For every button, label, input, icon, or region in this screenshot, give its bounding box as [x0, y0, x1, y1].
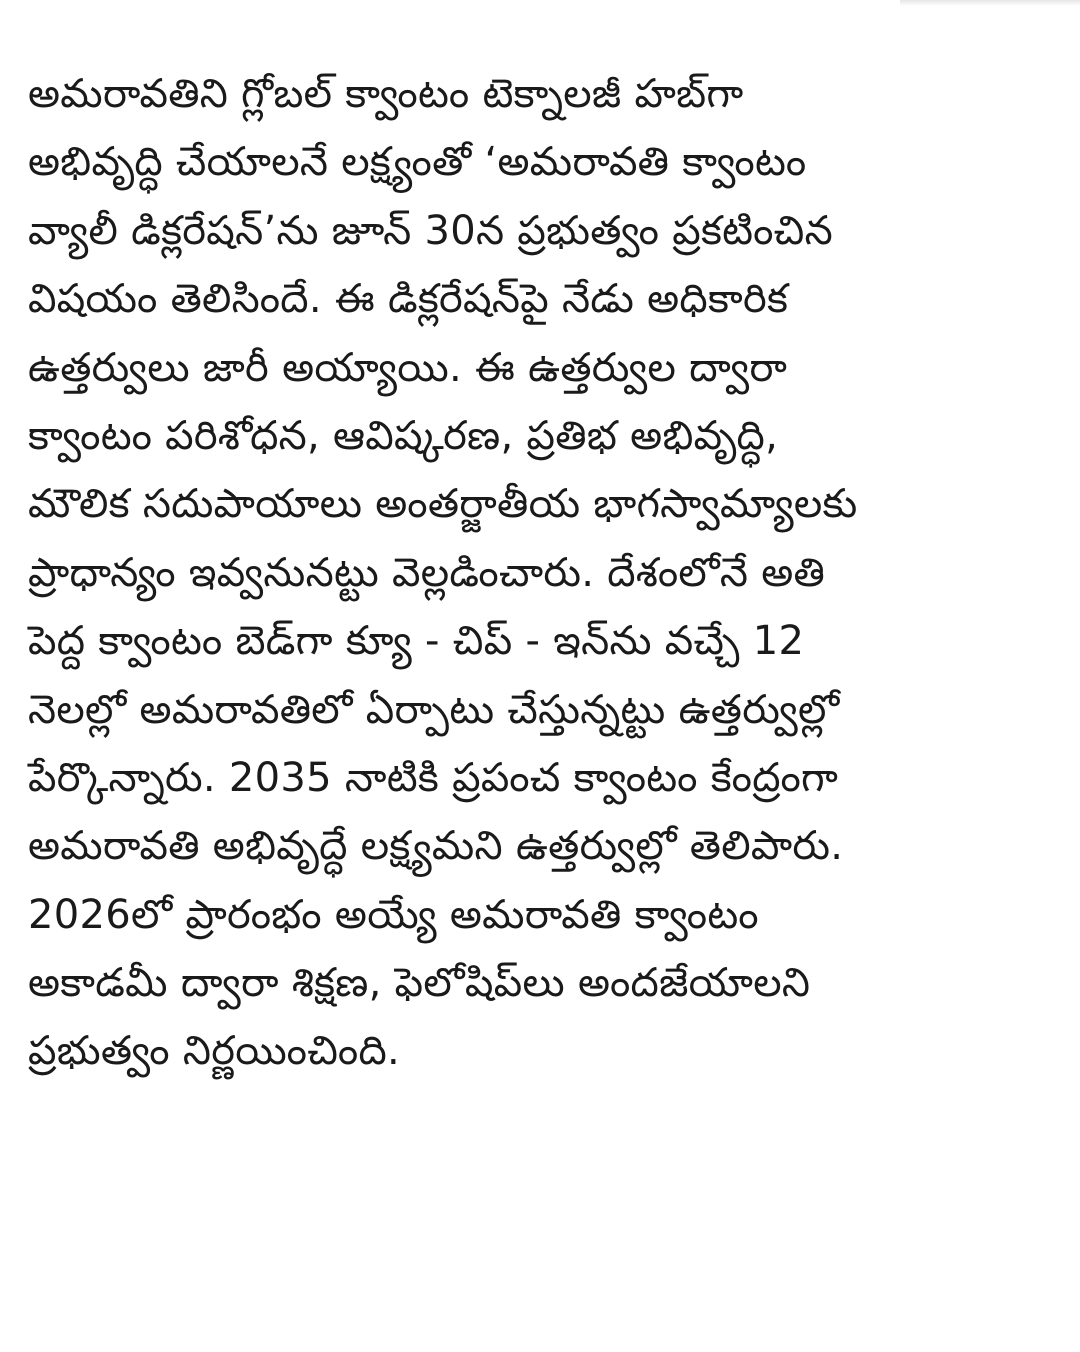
article-line: అమరావతి అభివృద్ధే లక్ష్యమని ఉత్తర్వుల్లో తెలిపారు. [28, 823, 844, 870]
article-body [28, 60, 1068, 1086]
top-edge-shadow [900, 0, 1080, 6]
article-line: ప్రాధాన్యం ఇవ్వనునట్టు వెల్లడించారు. దేశంలోనే అతి [28, 549, 826, 596]
article-line: నెలల్లో అమరావతిలో ఏర్పాటు చేస్తున్నట్టు ఉత్తర్వుల్లో [28, 686, 840, 733]
article-line: ప్రభుత్వం నిర్ణయించింది. [28, 1028, 401, 1075]
article-line: 2026లో ప్రారంభం అయ్యే అమరావతి క్వాంటం [28, 891, 759, 938]
article-line: ఉత్తర్వులు జారీ అయ్యాయి. ఈ ఉత్తర్వుల ద్వారా [28, 344, 788, 391]
article-line: మౌలిక సదుపాయాలు అంతర్జాతీయ భాగస్వామ్యాలకు [28, 481, 858, 528]
article-line: విషయం తెలిసిందే. ఈ డిక్లరేషన్‌పై నేడు అధికారిక [28, 276, 789, 323]
article-line: క్వాంటం పరిశోధన, ఆవిష్కరణ, ప్రతిభ అభివృద్ధి, [28, 412, 779, 459]
article-line: అభివృద్ధి చేయాలనే లక్ష్యంతో ‘అమరావతి క్వాంటం [28, 139, 807, 186]
article-line: పెద్ద క్వాంటం బెడ్‌గా క్యూ - చిప్ - ఇన్‌ను వచ్చే 12 [28, 618, 805, 665]
article-line: వ్యాలీ డిక్లరేషన్’ను జూన్ 30న ప్రభుత్వం ప్రకటించిన [28, 207, 833, 254]
article-line: అమరావతిని గ్లోబల్ క్వాంటం టెక్నాలజీ హబ్‌గా [28, 71, 744, 117]
article-line: అకాడమీ ద్వారా శిక్షణ, ఫెలోషిప్‌లు అందజేయాలని [28, 960, 811, 1007]
article-line: పేర్కొన్నారు. 2035 నాటికి ప్రపంచ క్వాంటం కేంద్రంగా [28, 754, 839, 801]
